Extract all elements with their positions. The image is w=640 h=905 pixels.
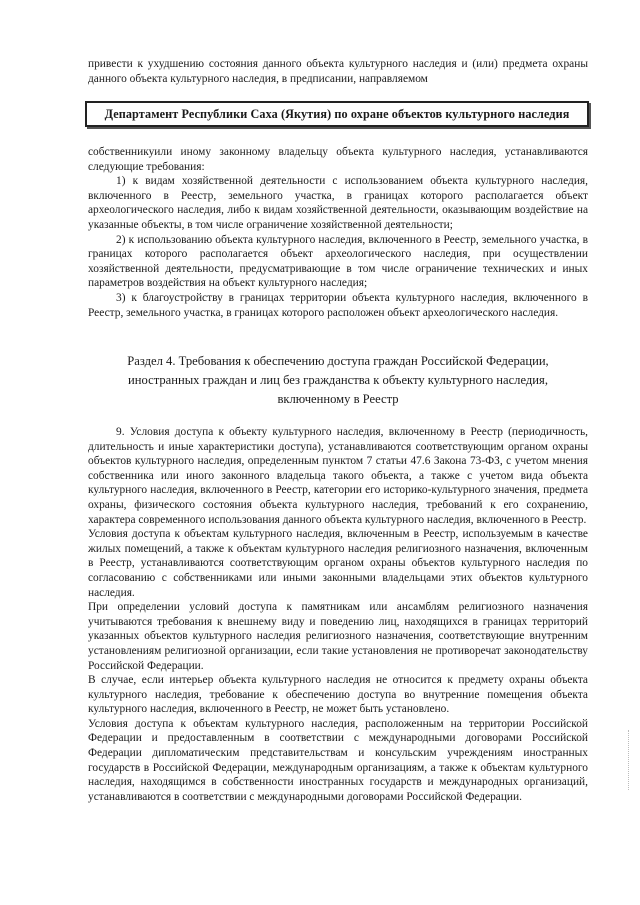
intro-paragraph <box>88 57 588 86</box>
requirements-block <box>88 145 588 320</box>
access-conditions-block <box>88 425 588 804</box>
section-heading-line-3: включенному в Реестр <box>277 392 399 406</box>
section-heading <box>100 352 576 409</box>
section-heading-line-1: Раздел 4. Требования к обеспечению доступа граждан Российской Федерации, <box>127 354 549 368</box>
paragraph-religious: При определении условий доступа к памятникам или ансамблям религиозного назначения учитываются требования к внешнему виду и поведению лиц, находящихся в границах территорий указанных объектов культурного наследия религиозного назначения, соответствующие внутренним установлениям религиозной организации, если такие установления не противоречат законодательству Российской Федерации. <box>88 601 588 672</box>
requirements-intro: собственникуили иному законному владельцу объекта культурного наследия, устанавливаются следующие требования: <box>88 146 588 173</box>
intro-text: привести к ухудшению состояния данного объекта культурного наследия и (или) предмета охраны данного объекта культурного наследия, в предписании, направляемом <box>88 58 588 85</box>
paragraph-diplomatic: Условия доступа к объектам культурного наследия, расположенным на территории Российской Федерации и предоставленным в соответствии с международными договорами Российской Федерации дипломатическим представительствам и консульским учреждениям иностранных государств в Российской Федерации, международным организациям, а также к объектам культурного наследия, находящимся в собственности иностранных государств и международных организаций, устанавливаются в соответствии с международными договорами Российской Федерации. <box>88 717 588 803</box>
requirement-item-1: 1) к видам хозяйственной деятельности с использованием объекта культурного наследия, включенного в Реестр, земельного участка, в границах которого располагается объект археологического наследия, либо к видам хозяйственной деятельности, оказывающим воздействие на указанные объекты, в том числе ограничение хозяйственной деятельности; <box>88 175 588 231</box>
department-stamp <box>85 101 589 127</box>
stamp-text: Департамент Республики Саха (Якутия) по охране объектов культурного наследия <box>104 106 570 121</box>
requirement-item-2: 2) к использованию объекта культурного наследия, включенного в Реестр, земельного участка, в границах которого располагается объект археологического наследия, при осуществлении хозяйственной деятельности, предусматривающие в том числе ограничение технических и иных параметров воздействия на объект культурного наследия; <box>88 233 588 290</box>
paragraph-9: 9. Условия доступа к объекту культурного наследия, включенному в Реестр (периодичность, длительность и иные характеристики доступа), устанавливаются соответствующим органом охраны объектов культурного наследия, определенным пунктом 7 статьи 47.6 Закона 73-ФЗ, с учетом мнения собственника или иного законного владельца такого объекта, а также с учетом вида объекта культурного наследия, включенного в Реестр, категории его историко-культурного значения, предмета охраны, физического состояния объекта культурного наследия, требований к его сохранению, характера современного использования данного объекта культурного наследия, включенного в Реестр. <box>88 426 588 526</box>
paragraph-residential: Условия доступа к объектам культурного наследия, включенным в Реестр, используемым в качестве жилых помещений, а также к объектам культурного наследия религиозного назначения, включенным в Реестр, устанавливаются соответствующим органом охраны объектов культурного наследия по согласованию с собственниками или иными законными владельцами этих объектов культурного наследия. <box>88 528 588 599</box>
scan-margin-marks <box>628 730 631 790</box>
requirement-item-3: 3) к благоустройству в границах территории объекта культурного наследия, включенного в Реестр, земельного участка, в границах которого расположен объект археологического наследия. <box>88 291 588 319</box>
section-heading-line-2: иностранных граждан и лиц без гражданства к объекту культурного наследия, <box>128 373 548 387</box>
paragraph-interior: В случае, если интерьер объекта культурного наследия не относится к предмету охраны объекта культурного наследия, требование к обеспечению доступа во внутренние помещения объекта культурного наследия, включенного в Реестр, не может быть установлено. <box>88 674 588 716</box>
